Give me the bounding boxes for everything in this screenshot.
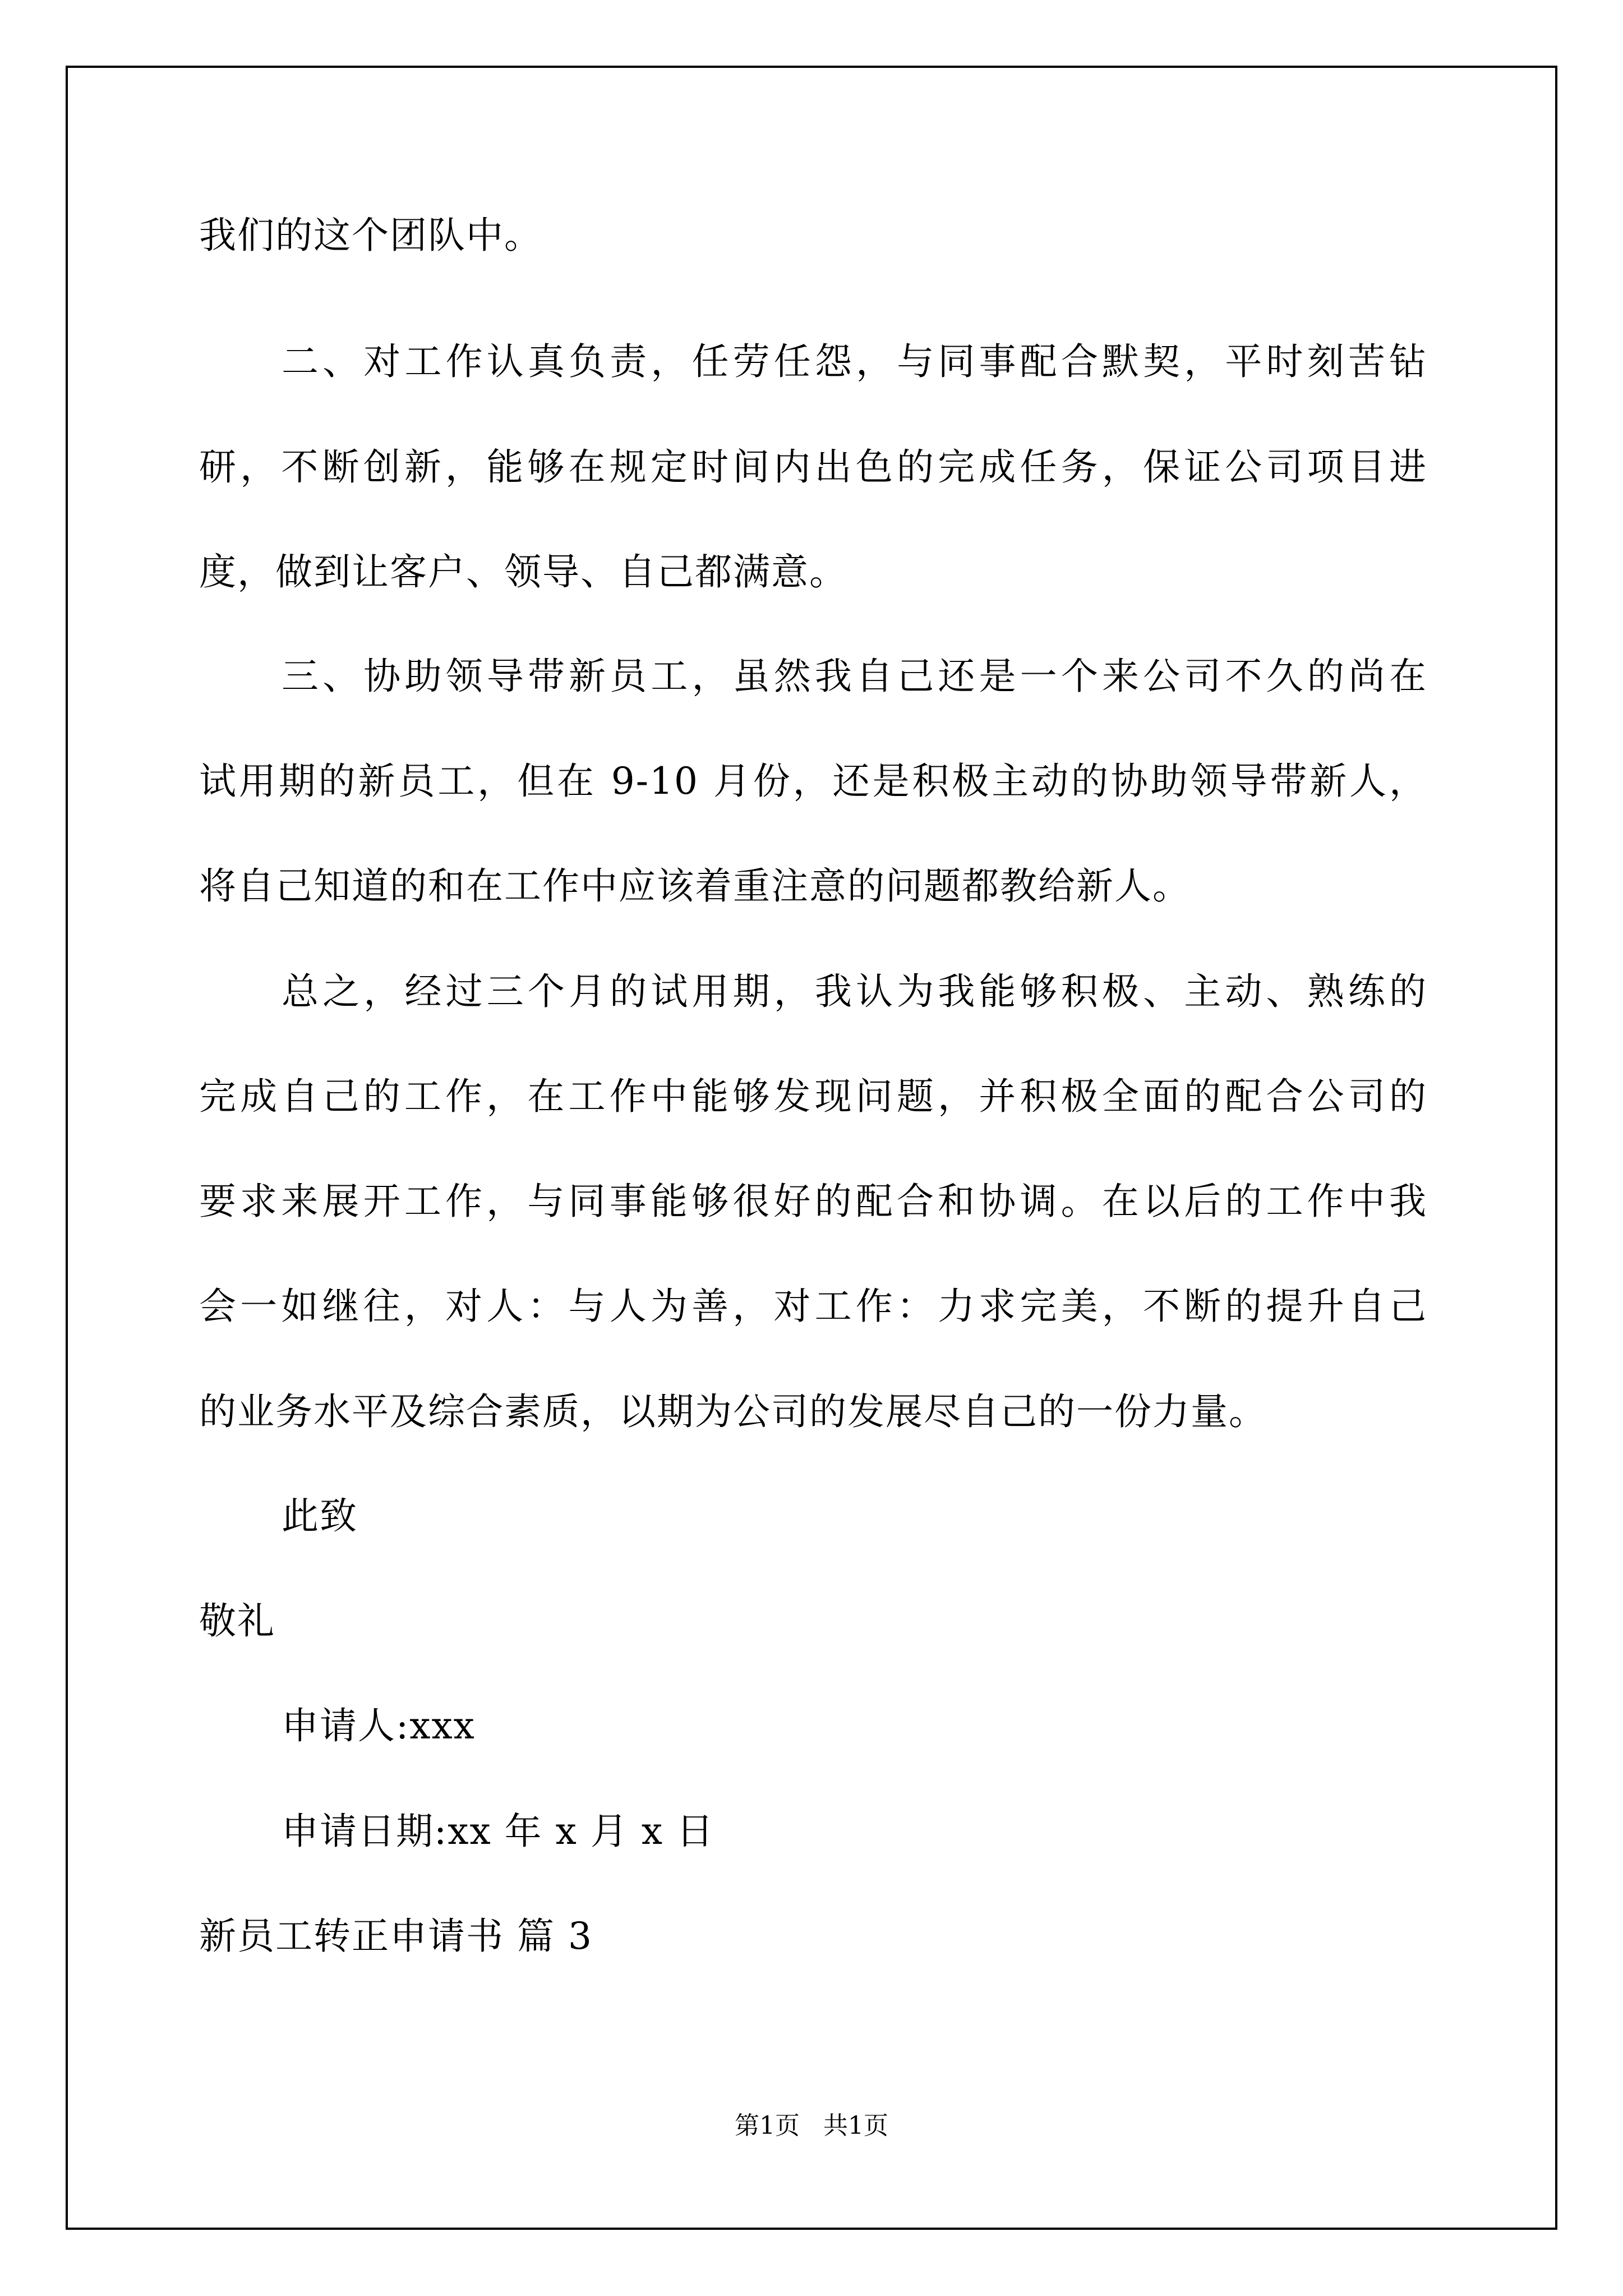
paragraph-line: 总之，经过三个月的试用期，我认为我能够积极、主动、熟练的 — [282, 970, 1427, 1013]
paragraph-line: 三、协助领导带新员工，虽然我自己还是一个来公司不久的尚在 — [282, 655, 1427, 698]
paragraph-line: 度，做到让客户、领导、自己都满意。 — [199, 550, 847, 593]
paragraph-line: 会一如继往，对人：与人为善，对工作：力求完美，不断的提升自己 — [199, 1285, 1427, 1328]
paragraph-line: 我们的这个团队中。 — [199, 214, 542, 257]
paragraph-line: 要求来展开工作，与同事能够很好的配合和协调。在以后的工作中我 — [199, 1180, 1427, 1223]
paragraph-line: 的业务水平及综合素质，以期为公司的发展尽自己的一份力量。 — [199, 1390, 1267, 1433]
application-date-line: 申请日期:xx 年 x 月 x 日 — [282, 1810, 715, 1853]
salutation-line: 敬礼 — [199, 1599, 275, 1642]
salutation-line: 此致 — [282, 1494, 358, 1538]
paragraph-line: 二、对工作认真负责，任劳任怨，与同事配合默契，平时刻苦钻 — [282, 340, 1427, 383]
paragraph-line: 试用期的新员工，但在 9-10 月份，还是积极主动的协助领导带新人， — [199, 760, 1427, 803]
section-heading: 新员工转正申请书 篇 3 — [199, 1915, 593, 1958]
paragraph-line: 完成自己的工作，在工作中能够发现问题，并积极全面的配合公司的 — [199, 1075, 1427, 1118]
paragraph-line: 将自己知道的和在工作中应该着重注意的问题都教给新人。 — [199, 864, 1191, 908]
page-border — [66, 66, 1557, 2230]
paragraph-line: 研，不断创新，能够在规定时间内出色的完成任务，保证公司项目进 — [199, 445, 1427, 489]
page-footer: 第1页 共1页 — [735, 2111, 888, 2140]
applicant-line: 申请人:xxx — [282, 1704, 476, 1747]
